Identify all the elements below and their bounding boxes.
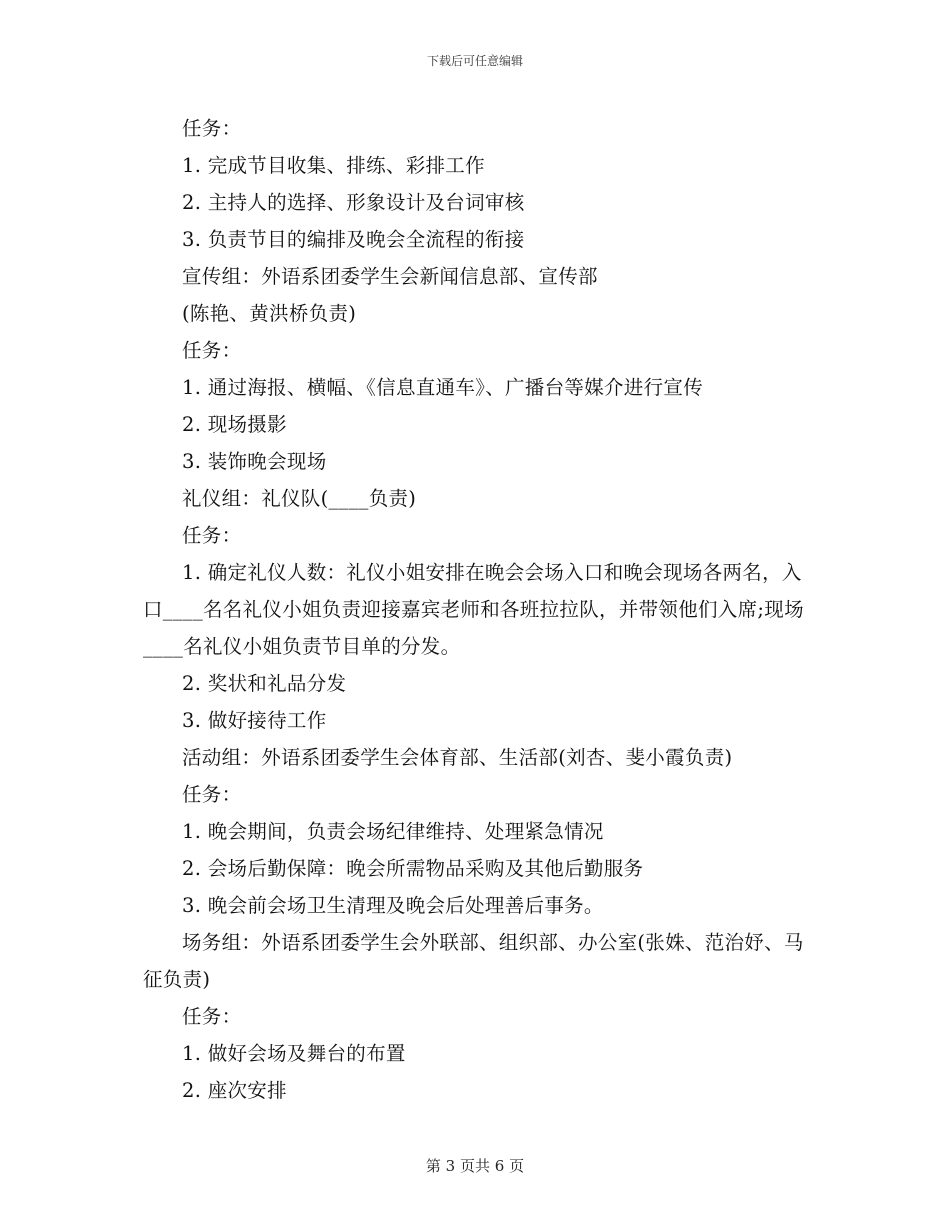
- paragraph: 2. 现场摄影: [182, 413, 287, 436]
- paragraph: 场务组：外语系团委学生会外联部、组织部、办公室(张姝、范治妤、马征负责): [143, 931, 804, 991]
- paragraph: 宣传组：外语系团委学生会新闻信息部、宣传部: [182, 265, 598, 288]
- paragraph: 任务：: [182, 783, 242, 806]
- paragraph: 3. 负责节目的编排及晚会全流程的衔接: [182, 228, 525, 251]
- paragraph: 任务：: [182, 524, 242, 547]
- paragraph: 1. 确定礼仪人数：礼仪小姐安排在晚会会场入口和晚会现场各两名，入口____名名礼仪小姐负责迎接嘉宾老师和各班拉拉队，并带领他们入席;现场____名礼仪小姐负责节目单的分发。: [143, 561, 804, 658]
- paragraph: 1. 完成节目收集、排练、彩排工作: [182, 154, 485, 177]
- paragraph: (陈艳、黄洪桥负责): [182, 302, 357, 325]
- document-body: [143, 110, 811, 1109]
- page-header: 下载后可任意编辑: [426, 54, 523, 68]
- paragraph: 1. 做好会场及舞台的布置: [182, 1042, 406, 1065]
- paragraph: 任务：: [182, 117, 242, 140]
- paragraph: 2. 座次安排: [182, 1079, 287, 1102]
- paragraph: 1. 晚会期间，负责会场纪律维持、处理紧急情况: [182, 820, 604, 843]
- paragraph: 3. 装饰晚会现场: [182, 450, 327, 473]
- paragraph: 礼仪组：礼仪队(____负责): [182, 487, 417, 510]
- paragraph: 任务：: [182, 339, 242, 362]
- paragraph: 任务：: [182, 1005, 242, 1028]
- page-footer: 第 3 页共 6 页: [425, 1157, 525, 1175]
- paragraph: 2. 主持人的选择、形象设计及台词审核: [182, 191, 525, 214]
- paragraph: 1. 通过海报、横幅、《信息直通车》、广播台等媒介进行宣传: [182, 376, 704, 399]
- paragraph: 3. 做好接待工作: [182, 709, 327, 732]
- paragraph: 3. 晚会前会场卫生清理及晚会后处理善后事务。: [182, 894, 604, 917]
- paragraph: 2. 会场后勤保障：晚会所需物品采购及其他后勤服务: [182, 857, 644, 880]
- paragraph: 2. 奖状和礼品分发: [182, 672, 347, 695]
- paragraph: 活动组：外语系团委学生会体育部、生活部(刘杏、斐小霞负责): [182, 746, 733, 769]
